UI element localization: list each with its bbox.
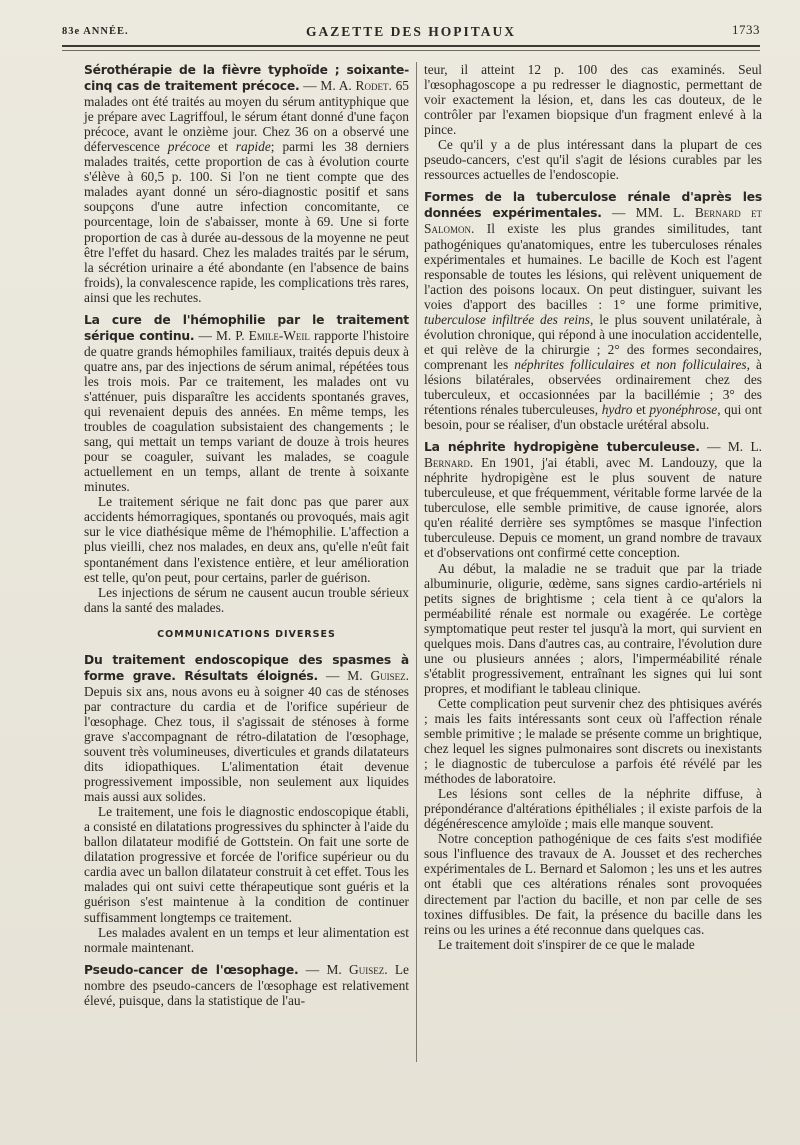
article-paragraph: Les injections de sérum ne causent aucun trouble sérieux dans la santé des malades. <box>84 584 409 615</box>
article-author: M. Guisez. <box>347 667 410 683</box>
article-text: Depuis six ans, nous avons eu à soigner 40 cas de sténoses par contracture du cardia et de l'orifice supérieur de l'œsophage. Chez tous, il s'agissait de sténoses à forme grave s'accompagnant de rétro-dilatation de l'œsophage, souvent très volumineuses, diverticules et grands dilatateurs dits idiopathiques. L'alimentation était devenue progressivement impossible, non seulement aux liquides mais aussi aux solides. <box>84 683 409 805</box>
article-title: Pseudo-cancer de l'œsophage. <box>84 962 299 977</box>
article-text: ; parmi les 38 derniers malades traités, cette proportion de cas à évolution courte s'élève à 60,5 p. 100. Si l'on ne tient compte que des malades ayant donné un séro-diagnostic positif et sans soupçons d'une autre infection concomitante, ce pourcentage, loin de s'abaisser, monte à 69. Une si forte proportion de cas à durée au-dessous de la moyenne ne peut être l'effet du hasard. Chez les malades traités par le sérum, la sécrétion urinaire a été abondante (en l'absence de bains froids), la convalescence rapide, les complications très rares, ainsi que les rechutes. <box>84 139 409 305</box>
page-header <box>62 22 760 44</box>
article-text: rapporte l'histoire de quatre grands hémophiles familiaux, traités depuis deux à quatre ans, par des injections de sérum animal, répétées tous les trois mois. Par ce traitement, les malades ont vu s'atténuer, puis disparaître les accidents spontanés graves, qui revenaient depuis des années. En même temps, les troubles de coagulation subsistaient des changements ; le sang, qui mettait un temps variant de douze à trois heures pour se coaguler, suivant les malades, se coagule actuellement en un temps, allant de trente à soixante minutes. <box>84 327 409 495</box>
article-emphasis: rapide <box>235 139 271 155</box>
journal-title: GAZETTE DES HOPITAUX <box>305 24 517 39</box>
article-pseudo-cancer: Pseudo-cancer de l'œsophage. — M. Guisez. Le nombre des pseudo-cancers de l'œsophage est relativement élevé, puisque, dans la statistique de l'au- <box>84 961 409 1008</box>
article-text: Le nombre des pseudo-cancers de l'œsophage est relativement élevé, puisque, dans la statistique de l'au- <box>84 961 409 1008</box>
article-text: , qui ont besoin, pour se réaliser, d'un obstacle urétéral absolu. <box>424 402 763 433</box>
article-paragraph: Le traitement, une fois le diagnostic endoscopique établi, a consisté en dilatations progressives du sphincter à l'aide du ballon dilatateur modifié de Gottstein. On fait une sorte de dilatation progressive et forcée de l'orifice supérieur ou du cardia avec un ballon dilatateur construit à cet effet. Tous les malades qui ont suivi cette thérapeutique sont guéris et la guérison s'est maintenue à la condition de continuer suffisamment longtemps ce traitement. <box>84 804 409 925</box>
article-text: , le plus souvent unilatérale, à évolution chronique, qui répond à une inoculation accidentelle, et qui relève de la chirurgie ; 2° des formes secondaires, comprenant les <box>424 311 763 372</box>
article-paragraph: Les lésions sont celles de la néphrite diffuse, à prépondérance d'altérations épithéliales ; il existe parfois de la dégénérescence amyloïde ; mais elle manque souvent. <box>424 786 762 832</box>
article-title: Sérothérapie de la fièvre typhoïde ; soixante-cinq cas de traitement précoce. <box>84 63 409 94</box>
article-paragraph: Notre conception pathogénique de ces faits s'est modifiée sous l'influence des travaux de A. Jousset et des recherches expérimentales de L. Bernard et Salomon ; les uns et les autres ont établi que ces altérations rénales sont provoquées directement par l'action du bacille, et non par celle de ses toxines diffusibles. De fait, la présence du bacille dans les reins ou les urines a été reconnue dans quelques cas. <box>424 831 762 937</box>
article-paragraph: Cette complication peut survenir chez des phtisiques avérés ; mais les faits intéressants sont ceux où l'affection rénale semble primitive ; le malade se présente comme un brightique, chez lequel les signes pulmonaires sont discrets ou inexistants ; le diagnostic de tuberculose a parfois été révélé par les méthodes de laboratoire. <box>424 695 762 787</box>
article-emphasis: précoce <box>167 139 211 155</box>
article-text: En 1901, j'ai établi, avec M. Landouzy, que la néphrite hydropigène est le plus souvent de nature tuberculeuse, et que fréquemment, véritable forme larvée de la tuberculose, elle semble primitive, de cause ignorée, alors qu'en réalité derrière ses symptômes se masque l'infection tuberculeuse. Depuis ce moment, un grand nombre de travaux et d'observations ont confirmé cette conception. <box>424 455 762 561</box>
article-text: Il existe les plus grandes similitudes, tant pathogéniques qu'anatomiques, entre les tuberculoses rénales expérimentales et humaines. Le bacille de Koch est l'agent responsable de toutes les lésions, qui relèvent uniquement de l'action des poisons locaux. On peut distinguer, suivant les voies d'apport des bacilles : 1° une forme primitive, <box>424 221 762 312</box>
page-number: 1733 <box>732 22 760 37</box>
article-emphasis: tuberculose infiltrée des reins <box>424 311 591 327</box>
article-author: M. A. Rodet. <box>320 78 392 94</box>
article-author: M. L. Bernard. <box>424 439 763 471</box>
left-column <box>84 62 409 1008</box>
article-title: La cure de l'hémophilie par le traitement sérique continu. <box>84 312 409 343</box>
article-paragraph: Le traitement sérique ne fait donc pas que parer aux accidents hémorragiques, spontanés ou provoqués, mais agit sur le vice diathésique même de l'hémophilie. L'affection a plus vieilli, chez nos malades, en deux ans, qu'elle n'eût fait spontanément dans l'existence entière, et leur amélioration est telle, qu'on peut, pour certains, parler de guérison. <box>84 494 409 585</box>
article-title: Du traitement endoscopique des spasmes à forme grave. Résultats éloignés. <box>84 652 409 683</box>
article-text: 65 malades ont été traités au moyen du sérum antityphique que je prépare avec Lagriffoul, le sérum étant donné d'une façon précoce, avant le onzième jour. Chez 36 on a observé une défervescence <box>84 78 409 155</box>
article-paragraph: teur, il atteint 12 p. 100 des cas examinés. Seul l'œsophagoscope a pu redresser le diagnostic, permettant de voir exactement la lésion, et, dans les cas douteux, de le contrôler par l'examen biopsique d'un fragment enlevé à la pince. <box>424 62 762 138</box>
article-paragraph: Au début, la maladie ne se traduit que par la triade albuminurie, oligurie, œdème, sans signes cardio-artériels ni petits signes de brightisme ; cela tient à ce qu'alors la perméabilité rénale est normale ou exagérée. Le cortège symptomatique peut rester tel jusqu'à la mort, qui survient en quelques mois. Dans d'autres cas, au contraire, l'évolution dure une ou plusieurs années ; alors, l'imperméabilité rénale s'établit progressivement, entraînant les signes qui lui sont propres, et modifiant le tableau clinique. <box>424 560 762 696</box>
article-emphasis: néphrites folliculaires et non folliculaires <box>514 356 747 372</box>
header-rule-thin <box>62 50 760 51</box>
article-author: M. P. Emile-Weil <box>215 327 310 343</box>
article-emphasis: pyonéphrose <box>649 402 718 418</box>
column-separator <box>416 62 417 1062</box>
year-label: 83e ANNÉE. <box>62 26 129 37</box>
article-title: Formes de la tuberculose rénale d'après les données expérimentales. <box>424 190 762 221</box>
article-renal-tuberculosis: Formes de la tuberculose rénale d'après les données expérimentales. — MM. L. Bernard et Salomon. Il existe les plus grandes similitudes, tant pathogéniques qu'anatomiques, entre les tuberculoses rénales expérimentales et humaines. Le bacille de Koch est l'agent responsable de toutes les lésions, qui relèvent uniquement de l'action des poisons locaux. On peut distinguer, suivant les voies d'apport des bacilles : 1° une forme primitive, tuberculose infiltrée des reins, le plus souvent unilatérale, à évolution chronique, qui répond à une inoculation accidentelle, et qui relève de la chirurgie ; 2° des formes secondaires, comprenant les néphrites folliculaires et non folliculaires, à lésions bilatérales, observées ordinairement chez des tuberculeux, et occasionnées par la bacillémie ; 3° des rétentions rénales tuberculeuses, hydro et pyonéphrose, qui ont besoin, pour se réaliser, d'un obstacle urétéral absolu. <box>424 190 763 433</box>
article-paragraph: Ce qu'il y a de plus intéressant dans la plupart de ces pseudo-cancers, c'est qu'il s'agit de lésions curables par les ressources actuelles de l'endoscopie. <box>424 137 762 183</box>
article-hemophilia: La cure de l'hémophilie par le traitement sérique continu. — M. P. Emile-Weil rapporte l'histoire de quatre grands hémophiles familiaux, traités depuis deux à quatre ans, par des injections de sérum animal, répétées tous les trois mois. Par ce traitement, les malades ont vu s'atténuer, puis disparaître les accidents spontanés graves, qui revenaient depuis des années. En même temps, les troubles de coagulation subsistaient des changements ; le sang, qui mettait un temps variant de douze à trois heures pour se coaguler, suivant les malades, se coagule actuellement en un temps, allant de trente à soixante minutes. <box>84 312 409 495</box>
article-typhoid: Sérothérapie de la fièvre typhoïde ; soixante-cinq cas de traitement précoce. — M. A. Rodet. 65 malades ont été traités au moyen du sérum antityphique que je prépare avec Lagriffoul, le sérum étant donné d'une façon précoce, avant le onzième jour. Chez 36 on a observé une défervescence précoce et rapide; parmi les 38 derniers malades traités, cette proportion de cas à évolution courte s'élève à 60,5 p. 100. Si l'on ne tient compte que des malades ayant donné un séro-diagnostic positif et sans soupçons d'une autre infection concomitante, ce pourcentage, loin de s'abaisser, monte à 69. Une si forte proportion de cas à durée au-dessous de la moyenne ne peut être l'effet du hasard. Chez les malades traités par le sérum, la sécrétion urinaire a été abondante (en l'absence de bains froids), la convalescence rapide, les complications très rares, ainsi que les rechutes. <box>84 63 409 305</box>
article-author: M. Guisez. <box>326 961 388 977</box>
article-paragraph: Le traitement doit s'inspirer de ce que le malade <box>438 936 695 952</box>
article-paragraph: Les malades avalent en un temps et leur alimentation est normale maintenant. <box>84 924 409 955</box>
section-heading: COMMUNICATIONS DIVERSES <box>157 628 336 640</box>
article-text: et <box>636 402 646 418</box>
header-rule-thick <box>62 45 760 47</box>
article-text: et <box>218 139 228 155</box>
article-emphasis: hydro <box>601 402 633 418</box>
article-endoscopic: Du traitement endoscopique des spasmes à forme grave. Résultats éloignés. — M. Guisez. Depuis six ans, nous avons eu à soigner 40 cas de sténoses par contracture du cardia et de l'orifice supérieur de l'œsophage. Chez tous, il s'agissait de sténoses à forme grave s'accompagnant de rétro-dilatation de l'œsophage, souvent très volumineuses, diverticules et grands dilatateurs dits idiopathiques. L'alimentation était devenue progressivement impossible, non seulement aux liquides mais aussi aux solides. <box>84 652 410 805</box>
right-column <box>424 62 762 952</box>
article-hydropigenic-nephritis: La néphrite hydropigène tuberculeuse. — M. L. Bernard. En 1901, j'ai établi, avec M. Landouzy, que la néphrite hydropigène est le plus souvent de nature tuberculeuse, et que fréquemment, véritable forme larvée de la tuberculose, elle semble primitive, de cause ignorée, alors qu'en réalité derrière ses symptômes se masque l'infection tuberculeuse. Depuis ce moment, un grand nombre de travaux et d'observations ont confirmé cette conception. <box>424 439 763 561</box>
article-text: , à lésions bilatérales, observées ordinairement chez des tuberculeux, et occasionnées par la bacillémie ; 3° des rétentions rénales tuberculeuses, <box>424 356 762 418</box>
article-title: La néphrite hydropigène tuberculeuse. <box>424 440 700 455</box>
article-author: MM. L. Bernard et Salomon. <box>424 205 763 237</box>
